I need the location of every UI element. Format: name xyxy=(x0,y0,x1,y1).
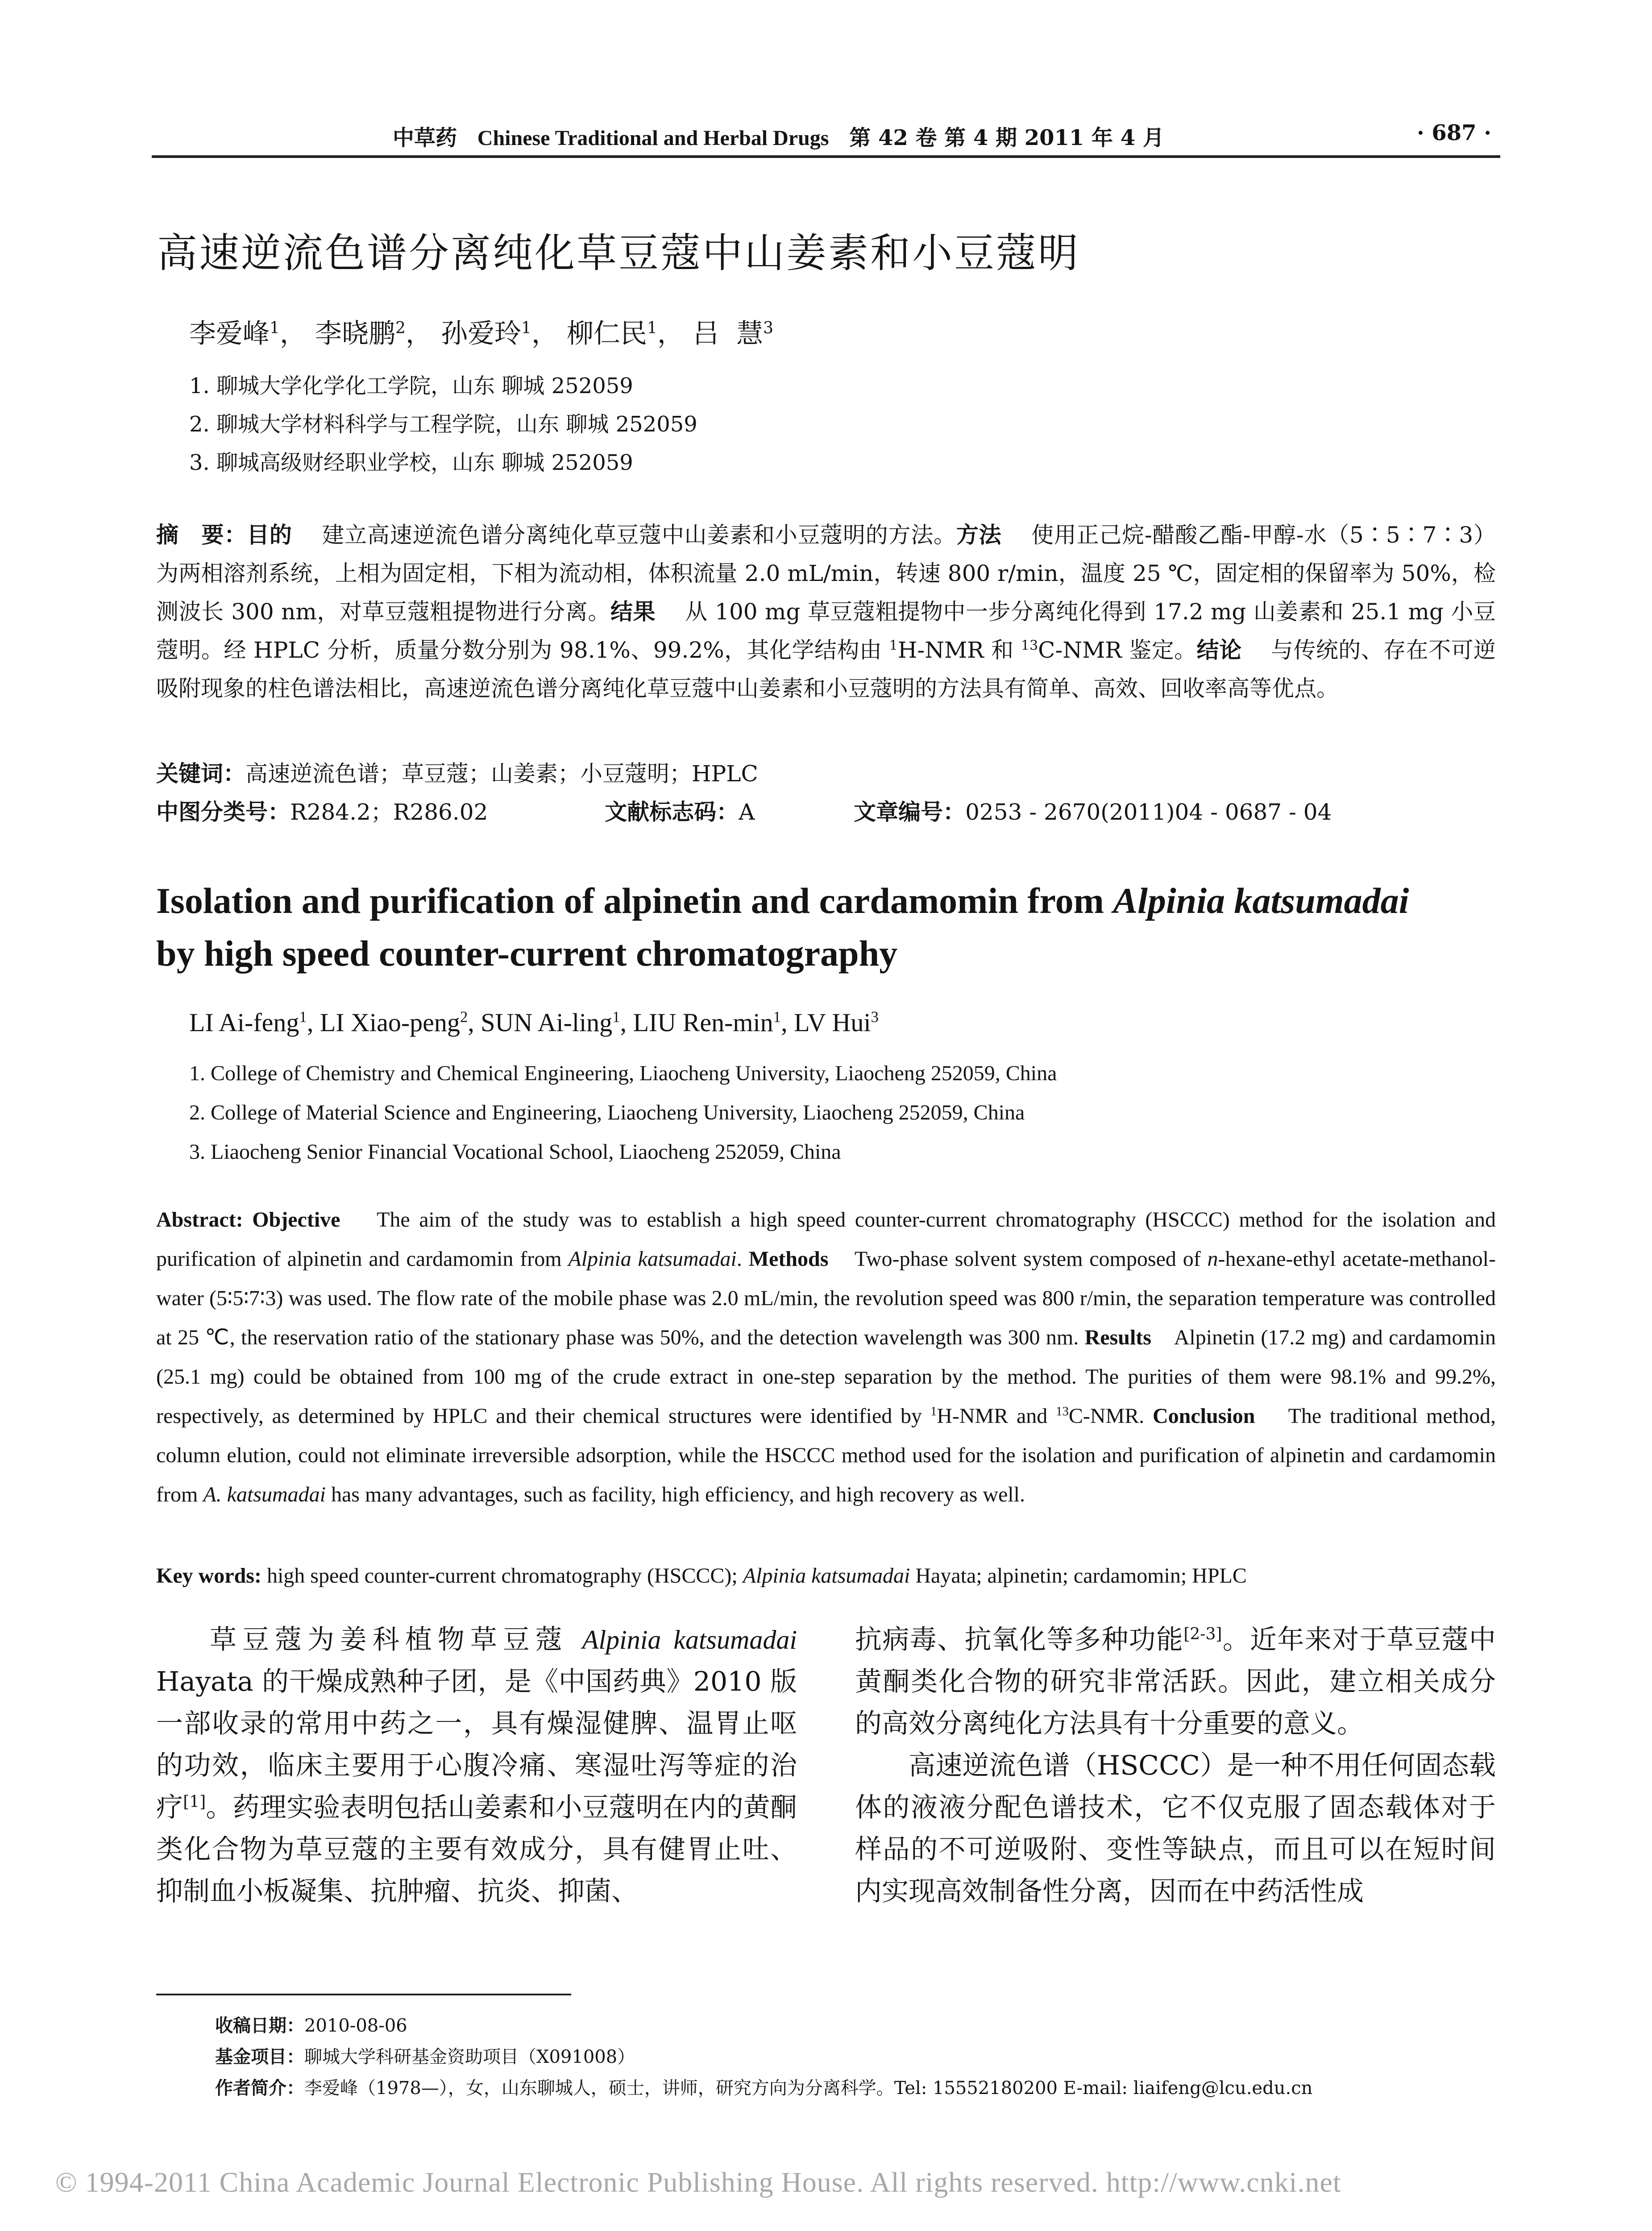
body-column-right xyxy=(855,1619,1496,1912)
journal-name-cn: 中草药 xyxy=(393,125,457,150)
body-paragraph: 草豆蔻为姜科植物草豆蔻 Alpinia katsumadai Hayata 的干燥成熟种子团，是《中国药典》2010 版一部收录的常用中药之一，具有燥湿健脾、温胃止呕的功效，临床主要用于心腹冷痛、寒湿吐泻等症的治疗[1]。药理实验表明包括山姜素和小豆蔻明在内的黄酮类化合物为草豆蔻的主要有效成分，具有健胃止吐、抑制血小板凝集、抗肿瘤、抗炎、抑菌、 xyxy=(156,1624,797,1907)
abstract-en: Abstract: Objective The aim of the study was to establish a high speed counter-current chromatography (HSCCC) method for the isolation and purification of alpinetin and cardamomin from Alpinia katsumadai. Methods Two-phase solvent system composed of n-hexane-ethyl acetate-methanol-water (5∶5∶7∶3) was used. The flow rate of the mobile phase was 2.0 mL/min, the revolution speed was 800 r/min, the separation temperature was controlled at 25 ℃, the reservation ratio of the stationary phase was 50%, and the detection wavelength was 300 nm. Results Alpinetin (17.2 mg) and cardamomin (25.1 mg) could be obtained from 100 mg of the crude extract in one-step separation by the method. The purities of them were 98.1% and 99.2%, respectively, as determined by HPLC and their chemical structures were identified by $^1$H-NMR and $^{13}$C-NMR. Conclusion The traditional method, column elution, could not eliminate irreversible adsorption, while the HSCCC method used for the isolation and purification of alpinetin and cardamomin from A. katsumadai has many advantages, such as facility, high efficiency, and high recovery as well. xyxy=(156,1208,1496,1506)
keywords-cn: 关键词：高速逆流色谱；草豆蔻；山姜素；小豆蔻明；HPLC xyxy=(156,761,758,787)
title-cn: 高速逆流色谱分离纯化草豆蔻中山姜素和小豆蔻明 xyxy=(157,230,1080,277)
author-cn: 李爱峰 xyxy=(189,318,270,349)
title-en: Isolation and purification of alpinetin and cardamomin from Alpinia katsumadai by high speed counter-current chromatography xyxy=(156,880,1409,974)
citation: [1] xyxy=(183,1793,206,1811)
authors-cn: 李爱峰$^1$， 李晓鹏$^2$， 孙爱玲$^1$， 柳仁民$^1$， 吕 慧$^3$ xyxy=(189,318,773,349)
citation: [2-3] xyxy=(1183,1625,1222,1643)
footnote-received: 收稿日期：2010-08-06 xyxy=(215,2015,407,2036)
page-number: · 687 · xyxy=(1416,120,1491,145)
author-en: LI Ai-feng xyxy=(189,1008,299,1037)
footnote-rule xyxy=(156,1994,571,1995)
author-en: LV Hui xyxy=(794,1008,871,1037)
affiliation-cn: 1. 聊城大学化学化工学院，山东 聊城 252059 xyxy=(189,373,633,398)
affiliation-cn: 2. 聊城大学材料科学与工程学院，山东 聊城 252059 xyxy=(189,412,697,437)
footnote-funding: 基金项目：聊城大学科研基金资助项目（X091008） xyxy=(215,2047,635,2067)
running-header xyxy=(152,115,1500,158)
abstract-cn: 摘 要：目的 建立高速逆流色谱分离纯化草豆蔻中山姜素和小豆蔻明的方法。方法 使用正己烷-醋酸乙酯-甲醇-水（5∶5∶7∶3）为两相溶剂系统，上相为固定相，下相为流动相，体积流量 2.0 mL/min，转速 800 r/min，温度 25 ℃，固定相的保留率为 50%，检测波长 300 nm，对草豆蔻粗提物进行分离。结果 从 100 mg 草豆蔻粗提物中一步分离纯化得到 17.2 mg 山姜素和 25.1 mg 小豆蔻明。经 HPLC 分析，质量分数分别为 98.1%、99.2%，其化学结构由 $^1$H-NMR 和 $^{13}$C-NMR 鉴定。结论 与传统的、存在不可逆吸附现象的柱色谱法相比，高速逆流色谱分离纯化草豆蔻中山姜素和小豆蔻明的方法具有简单、高效、回收率高等优点。 xyxy=(156,522,1496,701)
abstract-label: 摘 要： xyxy=(156,522,247,548)
author-en: SUN Ai-ling xyxy=(481,1008,613,1037)
journal-name-en: Chinese Traditional and Herbal Drugs xyxy=(477,126,829,150)
keywords-en: Key words: high speed counter-current chromatography (HSCCC); Alpinia katsumadai Hayata; alpinetin; cardamomin; HPLC xyxy=(156,1564,1247,1588)
author-cn: 柳仁民 xyxy=(566,318,647,349)
footnote-author-bio: 作者简介：李爱峰（1978—），女，山东聊城人，硕士，讲师，研究方向为分离科学。Tel: 15552180200 E-mail: liaifeng@lcu.edu.cn xyxy=(215,2078,1313,2098)
journal-issue: 第 42 卷 第 4 期 2011 年 4 月 xyxy=(849,125,1164,150)
body-column-left xyxy=(156,1619,797,1912)
author-cn: 孙爱玲 xyxy=(440,318,521,349)
author-cn: 吕 慧 xyxy=(692,318,764,349)
body-paragraph: 高速逆流色谱（HSCCC）是一种不用任何固态载体的液液分配色谱技术，它不仅克服了固态载体对于样品的不可逆吸附、变性等缺点，而且可以在短时间内实现高效制备性分离，因而在中药活性成 xyxy=(855,1750,1496,1907)
author-cn: 李晓鹏 xyxy=(315,318,395,349)
affiliation-cn: 3. 聊城高级财经职业学校，山东 聊城 252059 xyxy=(189,450,633,475)
affiliation-en: 3. Liaocheng Senior Financial Vocational School, Liaocheng 252059, China xyxy=(189,1140,841,1164)
author-en: LI Xiao-peng xyxy=(320,1008,460,1037)
author-en: LIU Ren-min xyxy=(633,1008,773,1037)
affiliation-en: 1. College of Chemistry and Chemical Engineering, Liaocheng University, Liaocheng 252059, China xyxy=(189,1062,1057,1085)
copyright-notice: © 1994-2011 China Academic Journal Electronic Publishing House. All rights reserved. http://www.cnki.net xyxy=(55,2166,1341,2198)
journal-line xyxy=(393,120,1164,151)
classification-line: 中图分类号：R284.2；R286.02 文献标志码：A 文章编号：0253 - 2670(2011)04 - 0687 - 04 xyxy=(156,799,1332,825)
body-paragraph: 抗病毒、抗氧化等多种功能[2-3]。近年来对于草豆蔻中黄酮类化合物的研究非常活跃。因此，建立相关成分的高效分离纯化方法具有十分重要的意义。 xyxy=(855,1624,1496,1739)
authors-en: LI Ai-feng$^1$, LI Xiao-peng$^2$, SUN Ai-ling$^1$, LIU Ren-$\min^1$, LV Hui$^3$ xyxy=(189,1008,879,1037)
affiliation-en: 2. College of Material Science and Engineering, Liaocheng University, Liaocheng 252059, China xyxy=(189,1101,1025,1124)
